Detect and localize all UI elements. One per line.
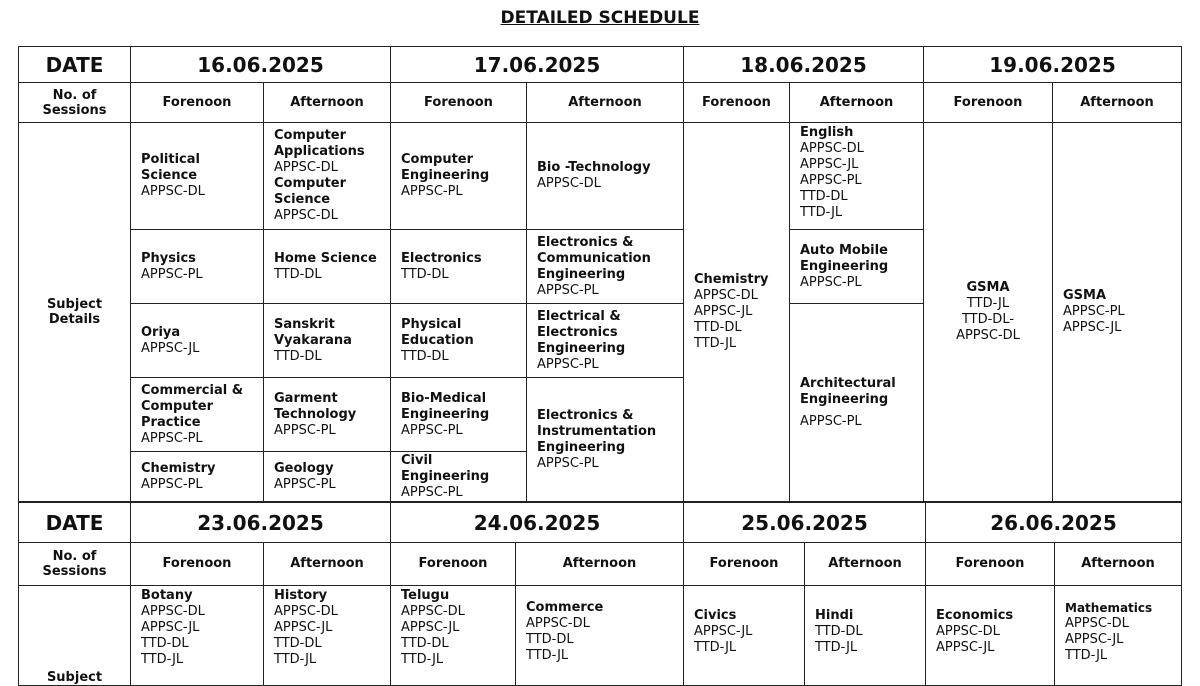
schedule-cell: Electrical & Electronics Engineering APPSC-PL [527,304,684,378]
session-afternoon: Afternoon [527,83,684,123]
schedule-cell: Chemistry APPSC-DL APPSC-JL TTD-DL TTD-JL [684,123,790,502]
schedule-table-week2 [18,502,1182,686]
schedule-cell: GSMA TTD-JL TTD-DL- APPSC-DL [924,123,1053,502]
date-label: DATE [19,47,131,83]
sessions-label: No. of Sessions [19,83,131,123]
session-forenoon: Forenoon [684,543,805,586]
session-afternoon: Afternoon [264,543,391,586]
schedule-cell: Electronics & Instrumentation Engineering APPSC-PL [527,378,684,502]
subject-details-label: Subject Details [19,123,131,502]
session-afternoon: Afternoon [790,83,924,123]
session-afternoon: Afternoon [805,543,926,586]
schedule-cell: Commerce APPSC-DL TTD-DL TTD-JL [516,586,684,686]
schedule-cell: Oriya APPSC-JL [131,304,264,378]
schedule-cell: Garment Technology APPSC-PL [264,378,391,452]
schedule-cell: Computer Applications APPSC-DL Computer Science APPSC-DL [264,123,391,230]
schedule-cell: Commercial & Computer Practice APPSC-PL [131,378,264,452]
session-afternoon: Afternoon [1053,83,1182,123]
schedule-cell: Auto Mobile Engineering APPSC-PL [790,230,924,304]
schedule-cell: Civil Engineering APPSC-PL [391,452,527,502]
schedule-cell: Electronics & Communication Engineering APPSC-PL [527,230,684,304]
date-header: 17.06.2025 [391,47,684,83]
session-forenoon: Forenoon [131,83,264,123]
schedule-table-week1 [18,46,1182,502]
session-afternoon: Afternoon [516,543,684,586]
session-afternoon: Afternoon [264,83,391,123]
schedule-cell: Political Science APPSC-DL [131,123,264,230]
schedule-cell: Physical Education TTD-DL [391,304,527,378]
schedule-cell: English APPSC-DL APPSC-JL APPSC-PL TTD-DL TTD-JL [790,123,924,230]
subject-details-label: Subject [19,586,131,686]
schedule-cell: Mathematics APPSC-DL APPSC-JL TTD-JL [1055,586,1182,686]
schedule-cell: Bio -Technology APPSC-DL [527,123,684,230]
date-header: 24.06.2025 [391,503,684,543]
sessions-label: No. of Sessions [19,543,131,586]
session-forenoon: Forenoon [131,543,264,586]
schedule-cell: Computer Engineering APPSC-PL [391,123,527,230]
session-forenoon: Forenoon [684,83,790,123]
date-header: 25.06.2025 [684,503,926,543]
schedule-cell: Home Science TTD-DL [264,230,391,304]
schedule-cell: History APPSC-DL APPSC-JL TTD-DL TTD-JL [264,586,391,686]
session-forenoon: Forenoon [391,543,516,586]
date-header: 16.06.2025 [131,47,391,83]
schedule-cell: Telugu APPSC-DL APPSC-JL TTD-DL TTD-JL [391,586,516,686]
schedule-cell: Physics APPSC-PL [131,230,264,304]
schedule-cell: Geology APPSC-PL [264,452,391,502]
date-header: 23.06.2025 [131,503,391,543]
schedule-cell: Botany APPSC-DL APPSC-JL TTD-DL TTD-JL [131,586,264,686]
date-header: 18.06.2025 [684,47,924,83]
schedule-cell: Electronics TTD-DL [391,230,527,304]
session-forenoon: Forenoon [391,83,527,123]
schedule-cell: Economics APPSC-DL APPSC-JL [926,586,1055,686]
date-header: 26.06.2025 [926,503,1182,543]
schedule-cell: Chemistry APPSC-PL [131,452,264,502]
session-forenoon: Forenoon [924,83,1053,123]
schedule-cell: Bio-Medical Engineering APPSC-PL [391,378,527,452]
session-afternoon: Afternoon [1055,543,1182,586]
schedule-cell: Civics APPSC-JL TTD-JL [684,586,805,686]
date-header: 19.06.2025 [924,47,1182,83]
schedule-cell: Sanskrit Vyakarana TTD-DL [264,304,391,378]
page-title: DETAILED SCHEDULE [500,8,700,28]
session-forenoon: Forenoon [926,543,1055,586]
date-label: DATE [19,503,131,543]
schedule-cell: Architectural Engineering APPSC-PL [790,304,924,502]
schedule-cell: Hindi TTD-DL TTD-JL [805,586,926,686]
schedule-cell: GSMA APPSC-PL APPSC-JL [1053,123,1182,502]
